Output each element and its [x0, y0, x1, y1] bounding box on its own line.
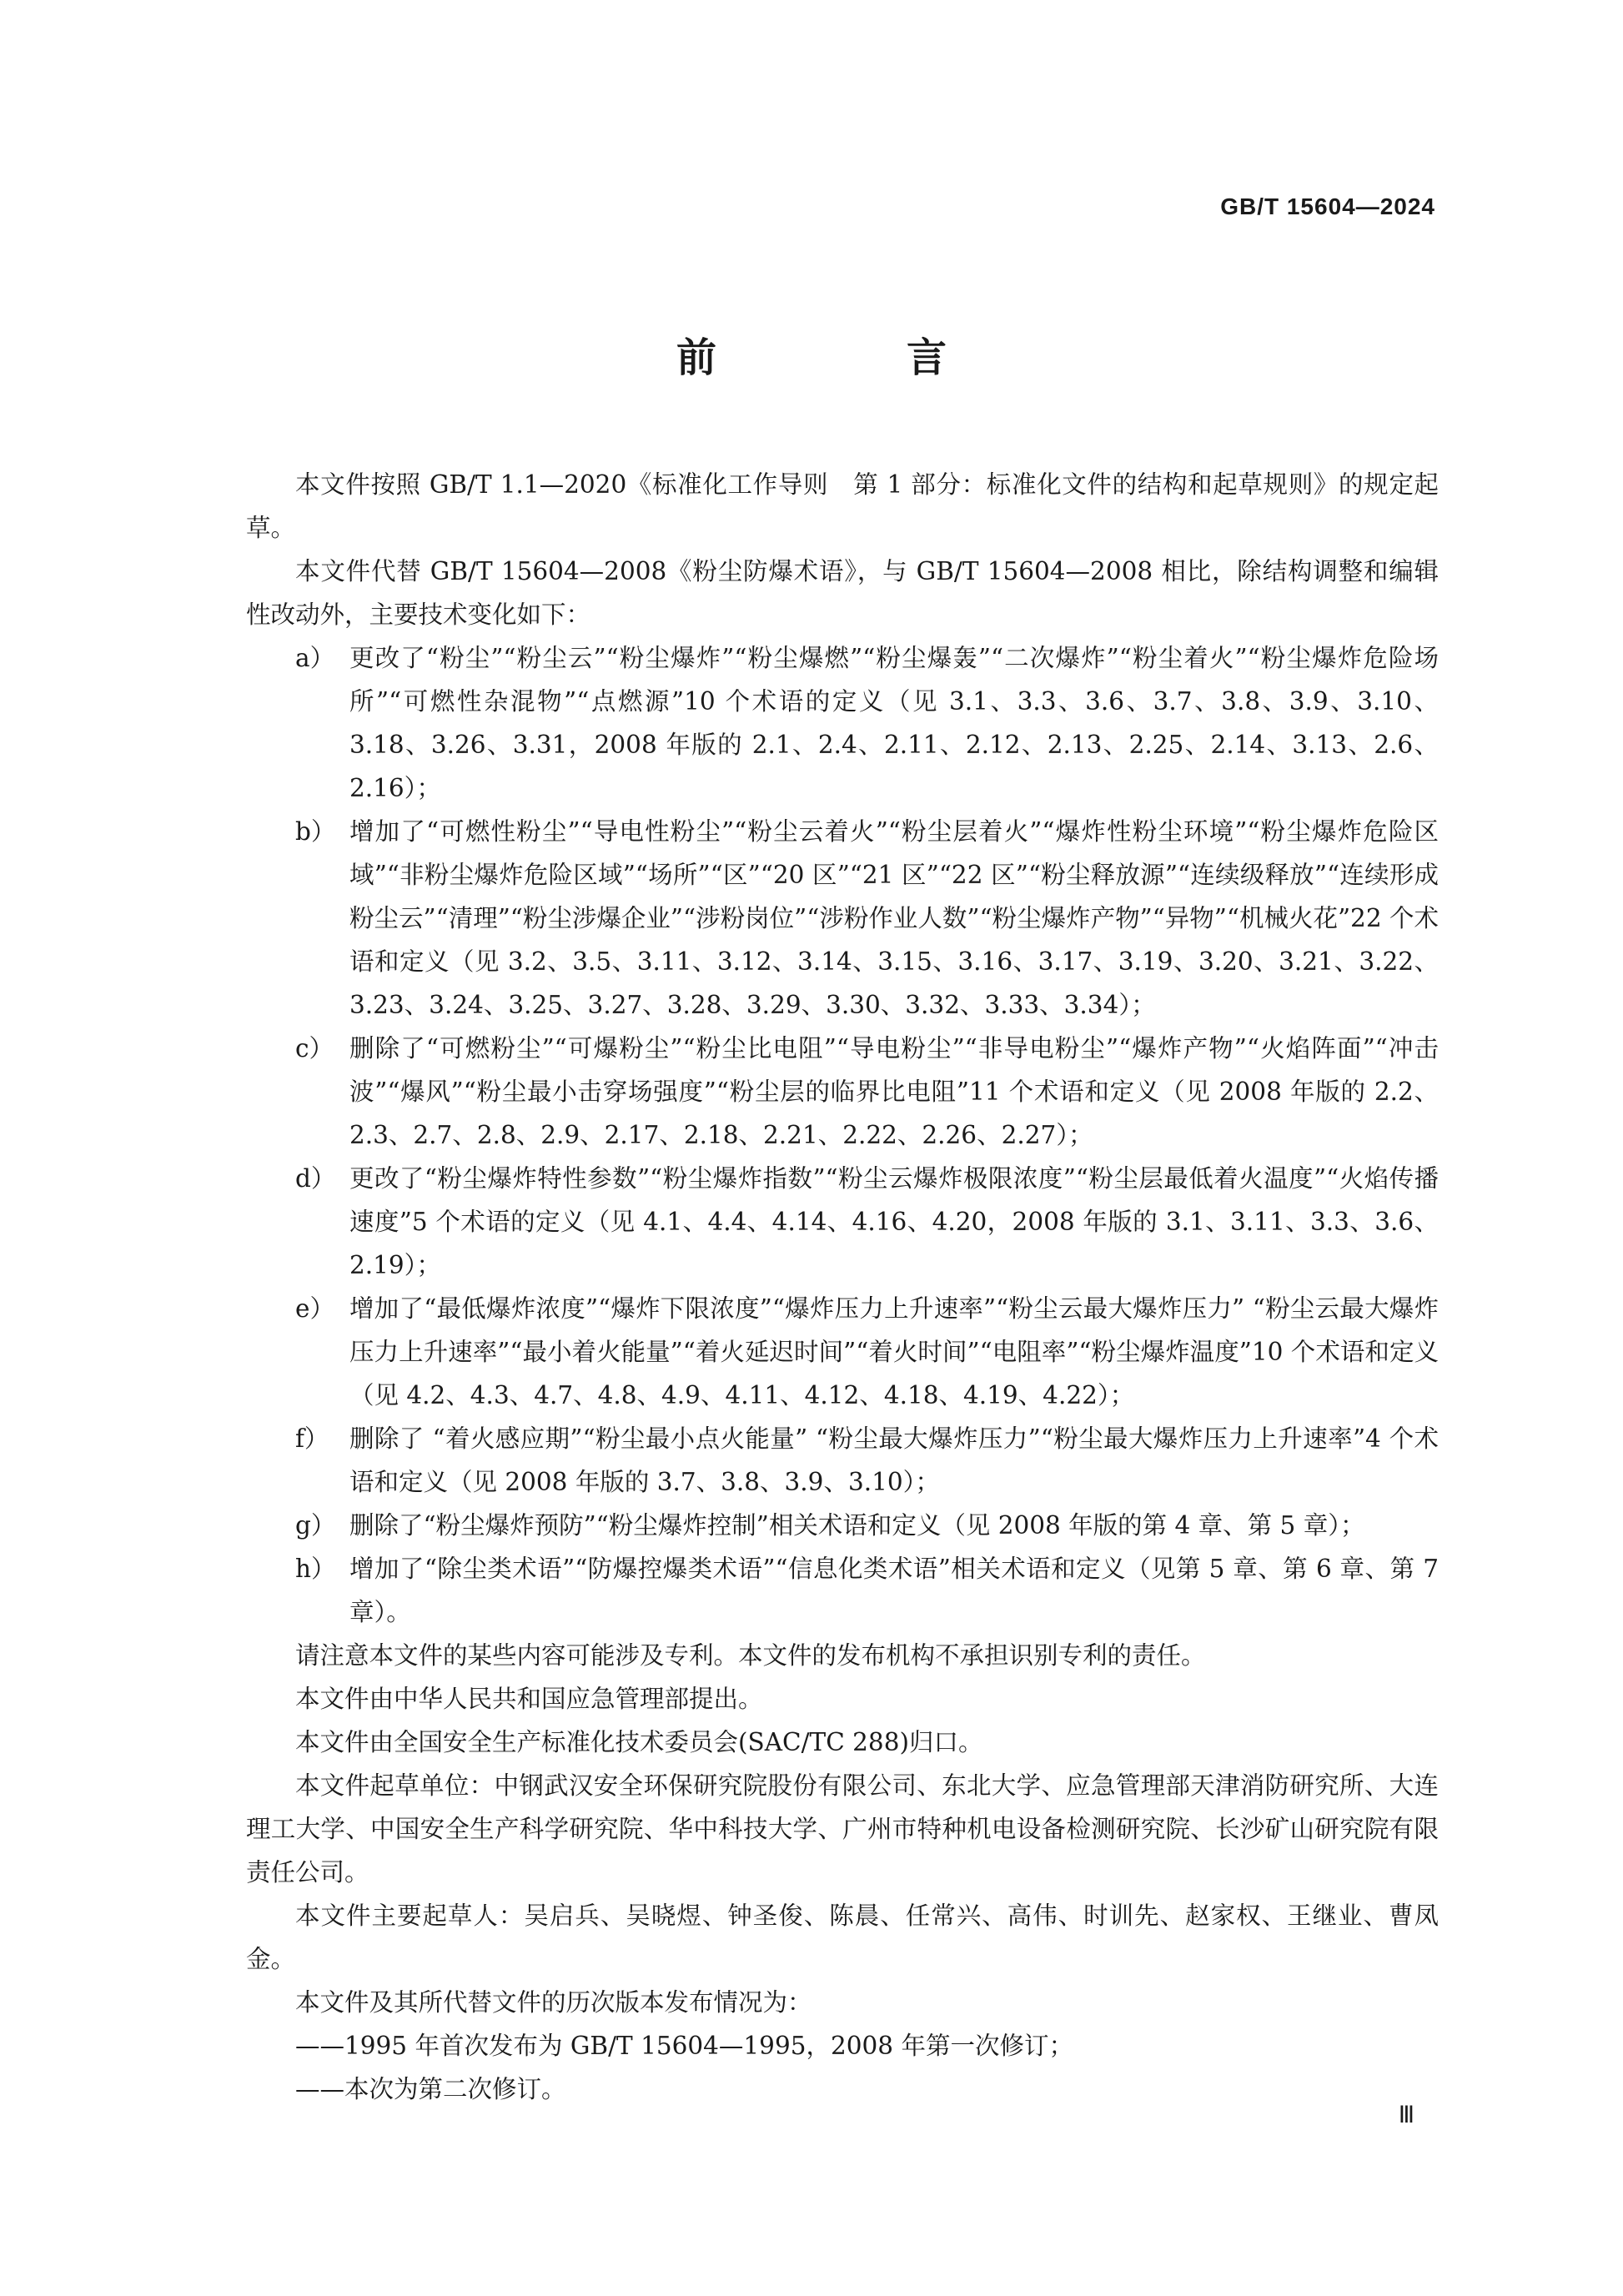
- list-item-text: 增加了“最低爆炸浓度”“爆炸下限浓度”“爆炸压力上升速率”“粉尘云最大爆炸压力” “粉尘云最大爆炸压力上升速率”“最小着火能量”“着火延迟时间”“着火时间”“电阻率”“粉尘爆炸温度”10 个术语和定义（见 4.2、4.3、4.7、4.8、4.9、4.11、4.12、4.18、4.19、4.22）；: [349, 1294, 1439, 1409]
- list-marker: f）: [295, 1424, 329, 1453]
- list-item-text: 增加了“可燃性粉尘”“导电性粉尘”“粉尘云着火”“粉尘层着火”“爆炸性粉尘环境”“粉尘爆炸危险区域”“非粉尘爆炸危险区域”“场所”“区”“20 区”“21 区”“22 区”“粉尘释放源”“连续级释放”“连续形成粉尘云”“清理”“粉尘涉爆企业”“涉粉岗位”“涉粉作业人数”“粉尘爆炸产物”“异物”“机械火花”22 个术语和定义（见 3.2、3.5、3.11、3.12、3.14、3.15、3.16、3.17、3.19、3.20、3.21、3.22、3.23、3.24、3.25、3.27、3.28、3.29、3.30、3.32、3.33、3.34）；: [349, 817, 1439, 1019]
- list-item: [246, 1547, 1439, 1634]
- history-item: ——1995 年首次发布为 GB/T 15604—1995，2008 年第一次修订；: [295, 2032, 1073, 2060]
- list-marker: d）: [295, 1164, 336, 1193]
- list-item-text: 更改了“粉尘”“粉尘云”“粉尘爆炸”“粉尘爆燃”“粉尘爆轰”“二次爆炸”“粉尘着火”“粉尘爆炸危险场所”“可燃性杂混物”“点燃源”10 个术语的定义（见 3.1、3.3、3.6、3.7、3.8、3.9、3.10、3.18、3.26、3.31，2008 年版的 2.1、2.4、2.11、2.12、2.13、2.25、2.14、3.13、2.6、2.16）；: [349, 644, 1439, 802]
- list-item-text: 更改了“粉尘爆炸特性参数”“粉尘爆炸指数”“粉尘云爆炸极限浓度”“粉尘层最低着火温度”“火焰传播速度”5 个术语的定义（见 4.1、4.4、4.14、4.16、4.20，2008 年版的 3.1、3.11、3.3、3.6、2.19）；: [349, 1164, 1439, 1279]
- list-marker: a）: [295, 644, 335, 672]
- document-code: GB/T 15604—2024: [1220, 193, 1435, 219]
- list-marker: c）: [295, 1034, 334, 1063]
- list-item-text: 删除了“可燃粉尘”“可爆粉尘”“粉尘比电阻”“导电粉尘”“非导电粉尘”“爆炸产物”“火焰阵面”“冲击波”“爆风”“粉尘最小击穿场强度”“粉尘层的临界比电阻”11 个术语和定义（见 2008 年版的 2.2、2.3、2.7、2.8、2.9、2.17、2.18、2.21、2.22、2.26、2.27）；: [349, 1034, 1439, 1149]
- paragraph-proposer: 本文件由中华人民共和国应急管理部提出。: [295, 1685, 763, 1713]
- page-number: Ⅲ: [1398, 2103, 1414, 2128]
- history-item: ——本次为第二次修订。: [295, 2075, 566, 2103]
- list-marker: e）: [295, 1294, 334, 1323]
- preface-body: [246, 463, 1439, 2111]
- list-item: [246, 1417, 1439, 1504]
- list-marker: b）: [295, 817, 336, 846]
- paragraph-drafting-units: 本文件起草单位：中钢武汉安全环保研究院股份有限公司、东北大学、应急管理部天津消防研究所、大连理工大学、中国安全生产科学研究院、华中科技大学、广州市特种机电设备检测研究院、长沙矿山研究院有限责任公司。: [246, 1771, 1439, 1887]
- technical-changes-list: [246, 636, 1439, 1634]
- list-item-text: 删除了 “着火感应期”“粉尘最小点火能量” “粉尘最大爆炸压力”“粉尘最大爆炸压力上升速率”4 个术语和定义（见 2008 年版的 3.7、3.8、3.9、3.10）；: [349, 1424, 1439, 1496]
- list-item: [246, 1157, 1439, 1287]
- list-item-text: 增加了“除尘类术语”“防爆控爆类术语”“信息化类术语”相关术语和定义（见第 5 章、第 6 章、第 7 章）。: [349, 1555, 1439, 1626]
- paragraph-patent-notice: 请注意本文件的某些内容可能涉及专利。本文件的发布机构不承担识别专利的责任。: [295, 1641, 1206, 1670]
- list-item-text: 删除了“粉尘爆炸预防”“粉尘爆炸控制”相关术语和定义（见 2008 年版的第 4 章、第 5 章）；: [349, 1511, 1365, 1540]
- list-item: [246, 810, 1439, 1027]
- list-marker: h）: [295, 1555, 336, 1583]
- list-marker: g）: [295, 1511, 336, 1540]
- paragraph-drafting-rules: 本文件按照 GB/T 1.1—2020《标准化工作导则 第 1 部分：标准化文件的结构和起草规则》的规定起草。: [246, 470, 1439, 542]
- paragraph-committee: 本文件由全国安全生产标准化技术委员会(SAC/TC 288)归口。: [295, 1728, 983, 1756]
- list-item: [246, 636, 1439, 810]
- paragraph-replacement: 本文件代替 GB/T 15604—2008《粉尘防爆术语》，与 GB/T 15604—2008 相比，除结构调整和编辑性改动外，主要技术变化如下：: [246, 557, 1439, 629]
- paragraph-version-history: 本文件及其所代替文件的历次版本发布情况为：: [295, 1988, 812, 2017]
- page-title: 前 言: [676, 334, 1022, 381]
- list-item: [246, 1027, 1439, 1157]
- list-item: [246, 1287, 1439, 1417]
- list-item: [246, 1504, 1439, 1547]
- paragraph-drafters: 本文件主要起草人：吴启兵、吴晓煜、钟圣俊、陈晨、任常兴、高伟、时训先、赵家权、王继业、曹凤金。: [246, 1902, 1439, 1973]
